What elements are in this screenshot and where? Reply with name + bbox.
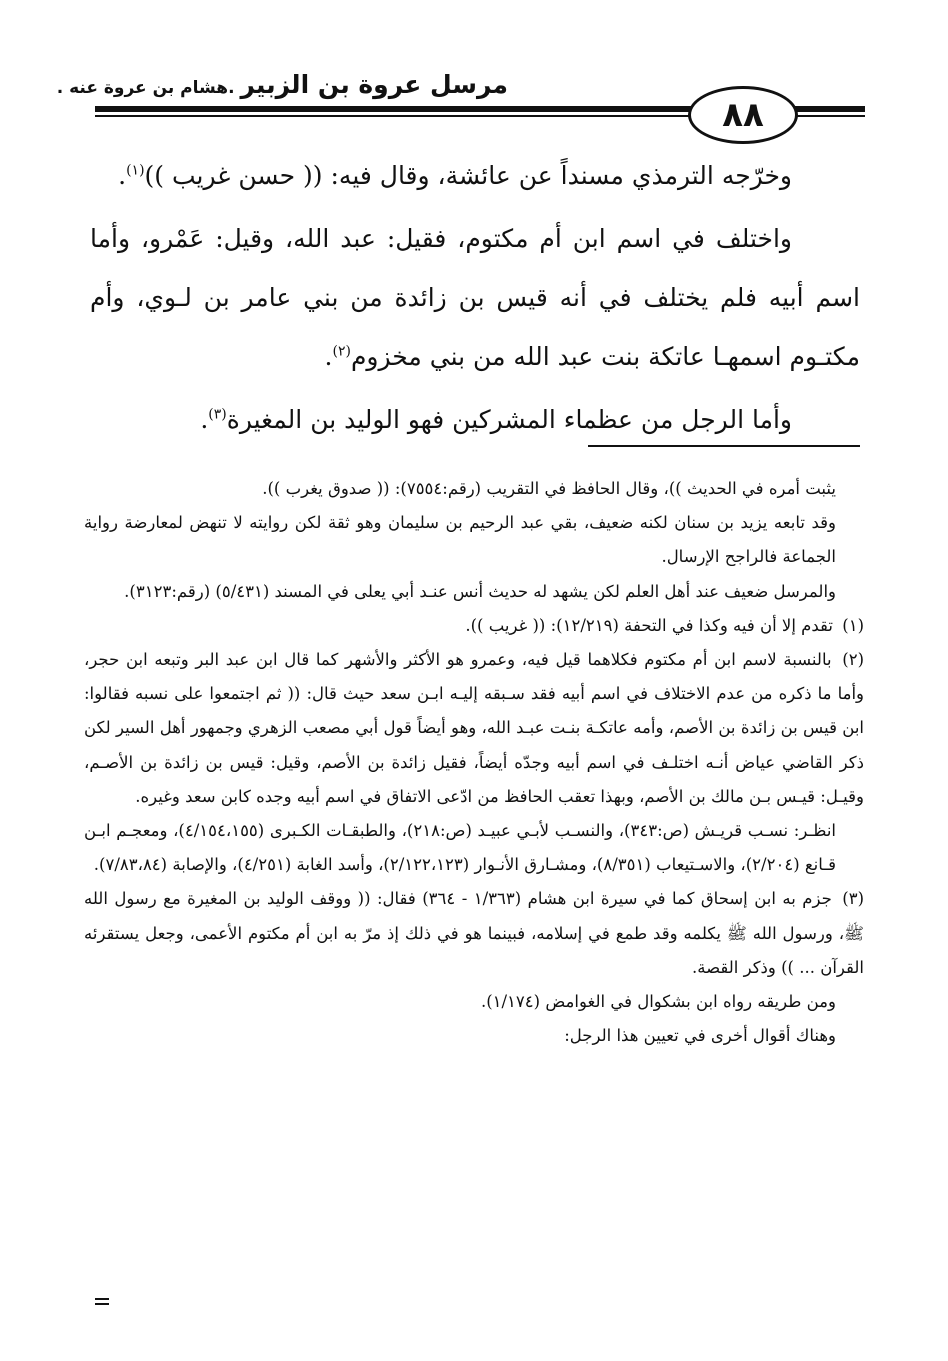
footnote-1 [84, 609, 864, 643]
paragraph-3-end: . [200, 405, 209, 434]
footnote-continuation-2: وقد تابعه يزيد بن سنان لكنه ضعيف، بقي عبد الرحيم بن سليمان وهو ثقة لكن روايته لا تنهض لمعارضة رواية الجماعة فالراجح الإرسال. [84, 513, 836, 567]
footnote-continuation-3: والمرسل ضعيف عند أهل العلم لكن يشهد له حديث أنس عنـد أبي يعلى في المسند (٥/٤٣١) (رقم:٣١٢٣). [124, 581, 836, 601]
running-title [57, 70, 508, 99]
paragraph-2-end: . [324, 342, 333, 371]
paragraph-2-text: واختلف في اسم ابن أم مكتوم، فقيل: عبد الله، وقيل: عَمْرو، وأما اسم أبيه فلم يختلف في أنه قيس بن زائدة من بني عامر بن لـوي، وأم مكتـوم اسمهـا عاتكة بنت عبد الله من بني مخزوم [90, 224, 860, 371]
footnote-2 [84, 643, 864, 814]
continuation-mark [95, 1298, 109, 1308]
footnote-2-references: انظـر: نسـب قريـش (ص:٣٤٣)، والنسـب لأبـي عبيـد (ص:٢١٨)، والطبقـات الكـبرى (٤/١٥٤،١٥٥)، ومعجـم ابـن قـانع (٢/٢٠٤)، والاسـتيعاب (٨/٣٥١)، ومشـارق الأنـوار (٢/١٢٢،١٢٣)، وأسد الغابة (٤/٢٥١)، والإصابة (٧/٨٣،٨٤). [84, 821, 836, 875]
footnote-1-text: تقدم إلا أن فيه وكذا في التحفة (١٢/٢١٩): (( غريب )). [465, 615, 833, 635]
paragraph-3-text: وأما الرجل من عظماء المشركين فهو الوليد بن المغيرة [226, 405, 792, 434]
continuation-mark-line-2 [95, 1303, 109, 1305]
footnote-ref-1: (١) [126, 162, 145, 179]
footnote-separator [588, 445, 860, 447]
running-title-sub: .هشام بن عروة عنه . [56, 78, 241, 98]
paragraph-1 [90, 146, 860, 205]
footnote-3-number: (٣) [842, 889, 864, 909]
continuation-mark-line-1 [95, 1298, 109, 1300]
footnotes [84, 472, 864, 1053]
footnote-3 [84, 882, 864, 985]
footnote-1-number: (١) [842, 615, 864, 635]
paragraph-2 [90, 209, 860, 386]
footnote-3-other-opinions: وهناك أقوال أخرى في تعيين هذا الرجل: [564, 1026, 836, 1046]
footnote-continuation-1: يثبت أمره في الحديث ))، وقال الحافظ في التقريب (رقم:٧٥٥٤): (( صدوق يغرب )). [262, 479, 836, 498]
page-number: ٨٨ [688, 86, 798, 144]
main-text [90, 146, 860, 449]
footnote-ref-2: (٢) [332, 343, 351, 360]
footnote-2-text: بالنسبة لاسم ابن أم مكتوم فكلاهما قيل فيه، وعمرو هو الأكثر والأشهر كما قال ابن عبد البر وتبعه ابن حجر، وأما ما ذكره من عدم الاختلاف في اسم أبيه فقد سـبقه إليـه ابـن سعد حيث قال: (( ثم اجتمعوا على نسبه فقالوا: ابن قيس بن زائدة بن الأصم، وأمه عاتكـة بنـت عبـد الله، وهو أيضاً قول أبي مصعب الزهري وجمهور أهل السير لكن ذكر القاضي عياض أنـه اختلـف في اسم أبيه وجدّه أيضاً، فقيل زائدة بن الأصم، وقيل: قيس بن زائدة بن الأصـم، وقيـل: قيـس بـن مالك بن الأصم، وبهذا تعقب الحافظ من ادّعى الاتفاق في اسم أبيه وجده كابن سعد وغيره. [84, 650, 864, 806]
paragraph-1-end: . [118, 161, 127, 190]
paragraph-3 [90, 390, 860, 449]
footnote-ref-3: (٣) [208, 406, 227, 423]
footnote-3-text: جزم به ابن إسحاق كما في سيرة ابن هشام (١/٣٦٣ - ٣٦٤) فقال: (( ووقف الوليد بن المغيرة مع رسول الله ﷺ، ورسول الله ﷺ يكلمه وقد طمع في إسلامه، فبينما هو في ذلك إذ مرّ به ابن أم مكتوم الأعمى، وجعل يستقرئه القرآن ... )) وذكر القصة. [84, 889, 864, 977]
running-title-main: مرسل عروة بن الزبير [240, 70, 508, 99]
page-header [0, 0, 948, 140]
footnote-2-number: (٢) [842, 650, 864, 670]
paragraph-1-text: وخرّجه الترمذي مسنداً عن عائشة، وقال فيه: (( حسن غريب )) [144, 161, 792, 190]
footnote-3-source: ومن طريقه رواه ابن بشكوال في الغوامض (١/١٧٤). [480, 992, 836, 1012]
